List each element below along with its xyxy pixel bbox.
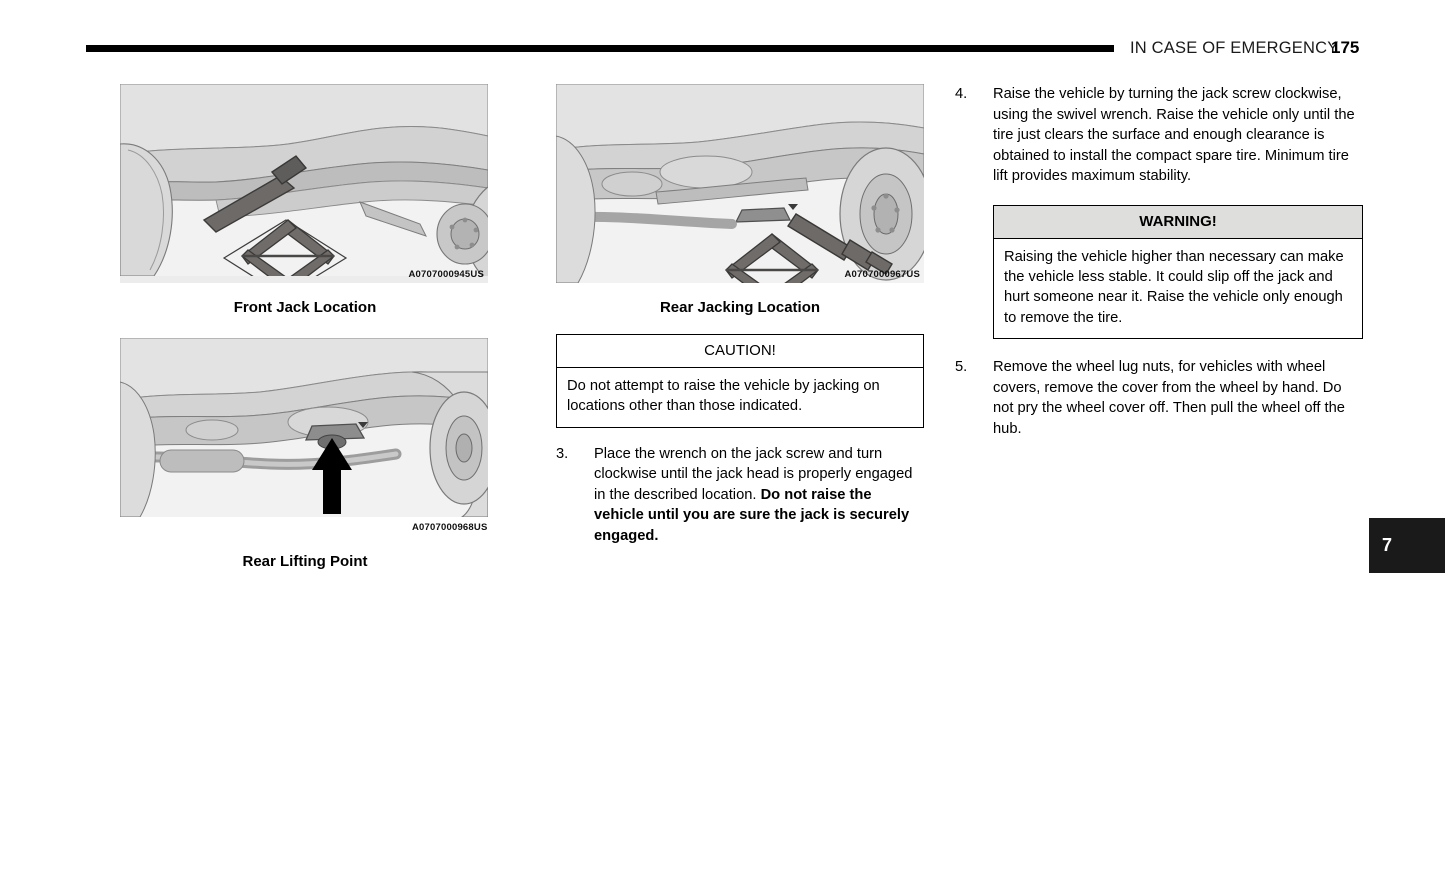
step-5-text: Remove the wheel lug nuts, for vehicles with wheel covers, remove the cover from the wheel by hand. Do not pry the wheel cover off. Then pull the wheel off the hub. — [993, 359, 1345, 437]
step-3-number: 3. — [556, 445, 569, 462]
warning-title: WARNING! — [994, 206, 1362, 239]
right-column — [955, 84, 1363, 439]
caution-box — [556, 334, 924, 428]
figure-caption-rear-jacking: Rear Jacking Location — [659, 299, 821, 316]
figure-code-rear-lifting-point: A0707000968US — [412, 522, 488, 533]
page-section-title: IN CASE OF EMERGENCY — [1130, 39, 1339, 57]
caution-body: Do not attempt to raise the vehicle by jacking on locations other than those indicated. — [567, 378, 880, 415]
step-3-text-bold: Do not raise the vehicle until you are sure the jack is securely engaged. — [594, 486, 910, 544]
front-jack-illustration — [120, 84, 488, 283]
step-4 — [955, 84, 1363, 187]
figure-caption-rear-lifting-point: Rear Lifting Point — [242, 553, 368, 570]
figure-code-rear-jacking: A0707000967US — [844, 269, 920, 280]
step-3-text-plain: Place the wrench on the jack screw and turn clockwise until the jack head is properly engaged in the described location. — [594, 445, 913, 503]
chapter-tab — [1369, 518, 1445, 573]
figure-rear-jacking-location — [556, 84, 924, 316]
warning-body: Raising the vehicle higher than necessary can make the vehicle less stable. It could slip off the jack and hurt someone near it. Raise the vehicle only enough to remove the tire. — [1004, 248, 1344, 326]
left-column — [120, 84, 490, 570]
middle-column — [556, 84, 924, 546]
step-5-number: 5. — [955, 359, 968, 376]
rear-jacking-illustration — [556, 84, 924, 283]
step-5 — [955, 357, 1363, 439]
rear-lifting-point-illustration — [120, 338, 488, 517]
step-4-text: Raise the vehicle by turning the jack screw clockwise, using the swivel wrench. Raise the vehicle only until the tire just clears the surface and enough clearance is obtained to install the compact spare tire. Minimum tire lift provides maximum stability. — [993, 86, 1355, 185]
figure-rear-lifting-point — [120, 338, 490, 570]
header-rule — [86, 45, 1114, 52]
figure-code-front-jack: A0707000945US — [408, 269, 484, 280]
page-number: 175 — [1331, 38, 1360, 57]
chapter-tab-number: 7 — [1382, 535, 1393, 555]
step-3 — [556, 444, 924, 547]
figure-caption-front-jack: Front Jack Location — [233, 299, 377, 316]
warning-box — [993, 205, 1363, 339]
step-4-number: 4. — [955, 86, 968, 102]
page-header — [0, 0, 1445, 70]
step-3-text — [594, 444, 924, 547]
caution-title: CAUTION! — [557, 335, 923, 368]
figure-front-jack-location — [120, 84, 490, 316]
